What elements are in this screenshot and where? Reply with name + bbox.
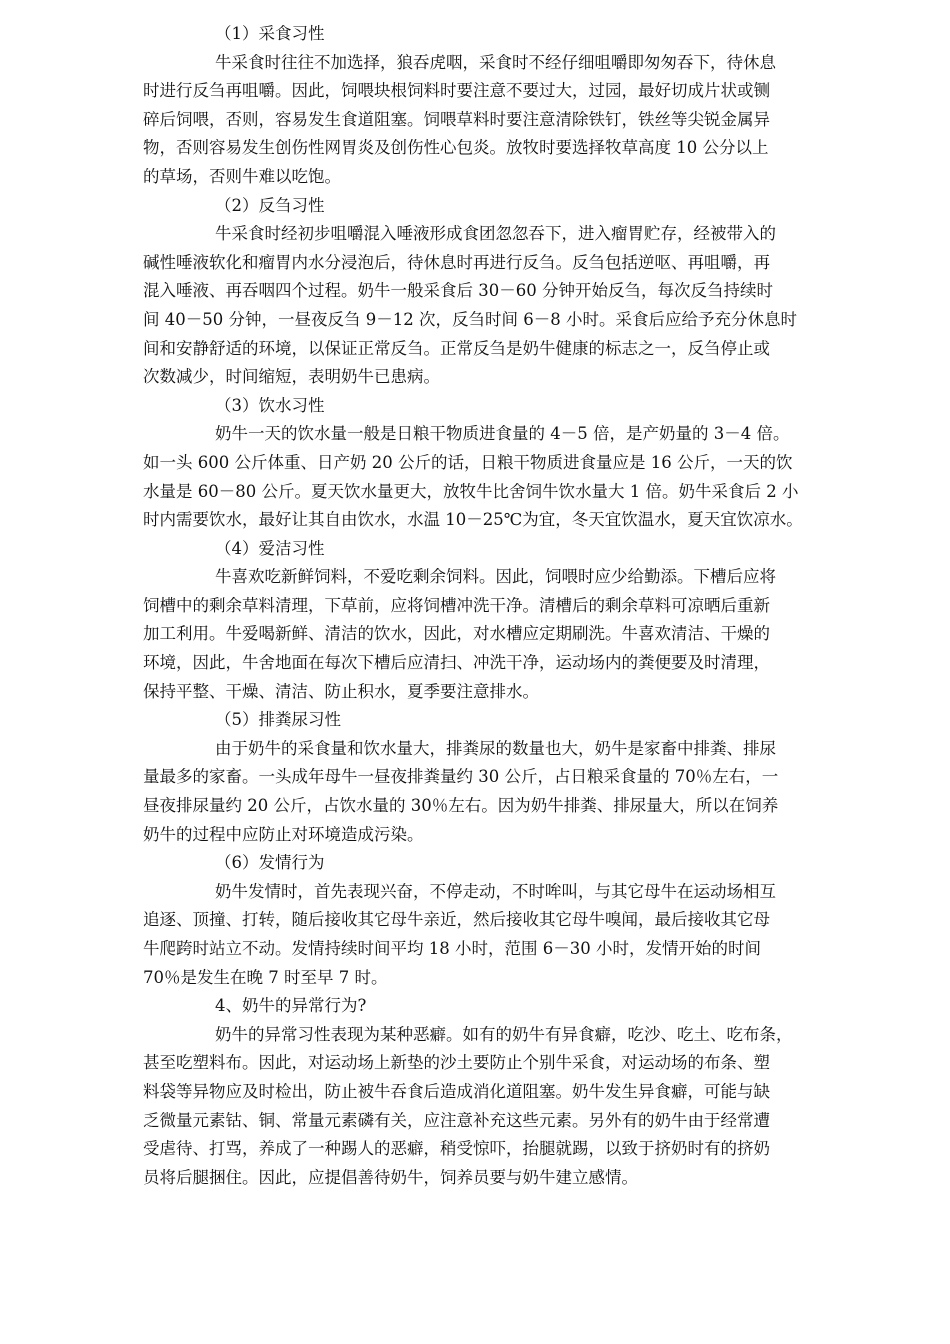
paragraph-line: 由于奶牛的采食量和饮水量大，排粪尿的数量也大，奶牛是家畜中排粪、排尿 bbox=[215, 738, 776, 758]
paragraph-line: 牛采食时往往不加选择，狼吞虎咽，采食时不经仔细咀嚼即匆匆吞下，待休息 bbox=[215, 52, 776, 72]
paragraph-line: 追逐、顶撞、打转，随后接收其它母牛亲近，然后接收其它母牛嗅闻，最后接收其它母 bbox=[143, 910, 770, 930]
paragraph-line: 牛爬跨时站立不动。发情持续时间平均 18 小时，范围 6－30 小时，发情开始的时间 bbox=[143, 939, 761, 958]
paragraph-line: 奶牛的异常习性表现为某种恶癖。如有的奶牛有异食癖，吃沙、吃土、吃布条， bbox=[215, 1024, 793, 1044]
paragraph-line: 碱性唾液软化和瘤胃内水分浸泡后，待休息时再进行反刍。反刍包括逆呕、再咀嚼，再 bbox=[143, 252, 770, 272]
section-heading: （1）采食习性 bbox=[215, 24, 325, 43]
paragraph-line: 加工利用。牛爱喝新鲜、清洁的饮水，因此，对水槽应定期刷洗。牛喜欢清洁、干燥的 bbox=[143, 624, 770, 644]
section-paragraph bbox=[143, 878, 891, 992]
document-body bbox=[143, 20, 891, 1192]
section-excretion-habit bbox=[143, 706, 891, 849]
paragraph-line: 受虐待、打骂，养成了一种踢人的恶癖，稍受惊吓，抬腿就踢，以致于挤奶时有的挤奶 bbox=[143, 1139, 770, 1159]
paragraph-line: 间 40－50 分钟，一昼夜反刍 9－12 次，反刍时间 6－8 小时。采食后应给予充分休息时 bbox=[143, 309, 797, 329]
paragraph-line: 的草场，否则牛难以吃饱。 bbox=[143, 166, 341, 186]
paragraph-line: 奶牛的过程中应防止对环境造成污染。 bbox=[143, 824, 424, 844]
section-feeding-habit bbox=[143, 20, 891, 192]
section-heading: （4）爱洁习性 bbox=[215, 538, 325, 558]
section-abnormal-behavior bbox=[143, 992, 891, 1192]
paragraph-line: 如一头 600 公斤体重、日产奶 20 公斤的话，日粮干物质进食量应是 16 公斤，一天的饮 bbox=[143, 452, 793, 472]
section-paragraph bbox=[143, 220, 891, 392]
section-cleanliness-habit bbox=[143, 535, 891, 707]
paragraph-line: 物，否则容易发生创伤性网胃炎及创伤性心包炎。放牧时要选择牧草高度 10 公分以上 bbox=[143, 138, 769, 158]
paragraph-line: 牛喜欢吃新鲜饲料，不爱吃剩余饲料。因此，饲喂时应少给勤添。下槽后应将 bbox=[215, 567, 776, 587]
section-estrus-behavior bbox=[143, 849, 891, 992]
paragraph-line: 奶牛发情时，首先表现兴奋，不停走动，不时哞叫，与其它母牛在运动场相互 bbox=[215, 881, 776, 901]
paragraph-line: 饲槽中的剩余草料清理，下草前，应将饲槽冲洗干净。清槽后的剩余草料可凉晒后重新 bbox=[143, 595, 770, 615]
section-heading: 4、奶牛的异常行为? bbox=[215, 996, 367, 1016]
paragraph-line: 料袋等异物应及时检出，防止被牛吞食后造成消化道阻塞。奶牛发生异食癖，可能与缺 bbox=[143, 1081, 770, 1101]
paragraph-line: 奶牛一天的饮水量一般是日粮干物质进食量的 4－5 倍，是产奶量的 3－4 倍。 bbox=[215, 424, 790, 444]
paragraph-line: 昼夜排尿量约 20 公斤，占饮水量的 30％左右。因为奶牛排粪、排尿量大，所以在饲养 bbox=[143, 796, 779, 816]
section-drinking-habit bbox=[143, 392, 891, 535]
section-paragraph bbox=[143, 420, 891, 534]
paragraph-line: 甚至吃塑料布。因此，对运动场上新垫的沙土要防止个别牛采食，对运动场的布条、塑 bbox=[143, 1053, 770, 1073]
paragraph-line: 70％是发生在晚 7 时至早 7 时。 bbox=[143, 967, 388, 987]
paragraph-line: 乏微量元素钴、铜、常量元素磷有关，应注意补充这些元素。另外有的奶牛由于经常遭 bbox=[143, 1110, 770, 1130]
paragraph-line: 员将后腿捆住。因此，应提倡善待奶牛，饲养员要与奶牛建立感情。 bbox=[143, 1167, 638, 1187]
section-heading: （2）反刍习性 bbox=[215, 195, 325, 215]
section-paragraph bbox=[143, 1021, 891, 1193]
section-paragraph bbox=[143, 563, 891, 706]
paragraph-line: 水量是 60－80 公斤。夏天饮水量更大，放牧牛比舍饲牛饮水量大 1 倍。奶牛采食后 2 小 bbox=[143, 481, 799, 501]
paragraph-line: 量最多的家畜。一头成年母牛一昼夜排粪量约 30 公斤，占日粮采食量的 70％左右，一 bbox=[143, 767, 779, 787]
section-heading: （3）饮水习性 bbox=[215, 395, 325, 415]
paragraph-line: 保持平整、干燥、清洁、防止积水，夏季要注意排水。 bbox=[143, 681, 539, 701]
paragraph-line: 碎后饲喂，否则，容易发生食道阻塞。饲喂草料时要注意清除铁钉，铁丝等尖锐金属异 bbox=[143, 109, 770, 129]
paragraph-line: 混入唾液、再吞咽四个过程。奶牛一般采食后 30－60 分钟开始反刍，每次反刍持续时 bbox=[143, 281, 773, 301]
paragraph-line: 环境，因此，牛舍地面在每次下槽后应清扫、冲洗干净，运动场内的粪便要及时清理， bbox=[143, 653, 770, 673]
section-heading: （6）发情行为 bbox=[215, 853, 325, 873]
paragraph-line: 时进行反刍再咀嚼。因此，饲喂块根饲料时要注意不要过大，过园，最好切成片状或铡 bbox=[143, 81, 770, 101]
section-paragraph bbox=[143, 735, 891, 849]
section-paragraph bbox=[143, 49, 891, 192]
paragraph-line: 次数减少，时间缩短，表明奶牛已患病。 bbox=[143, 367, 440, 387]
section-rumination-habit bbox=[143, 192, 891, 392]
paragraph-line: 牛采食时经初步咀嚼混入唾液形成食团忽忽吞下，进入瘤胃贮存，经被带入的 bbox=[215, 224, 776, 244]
paragraph-line: 间和安静舒适的环境，以保证正常反刍。正常反刍是奶牛健康的标志之一，反刍停止或 bbox=[143, 338, 770, 358]
section-heading: （5）排粪尿习性 bbox=[215, 710, 341, 730]
paragraph-line: 时内需要饮水，最好让其自由饮水，水温 10－25℃为宜，冬天宜饮温水，夏天宜饮凉水。 bbox=[143, 510, 803, 530]
